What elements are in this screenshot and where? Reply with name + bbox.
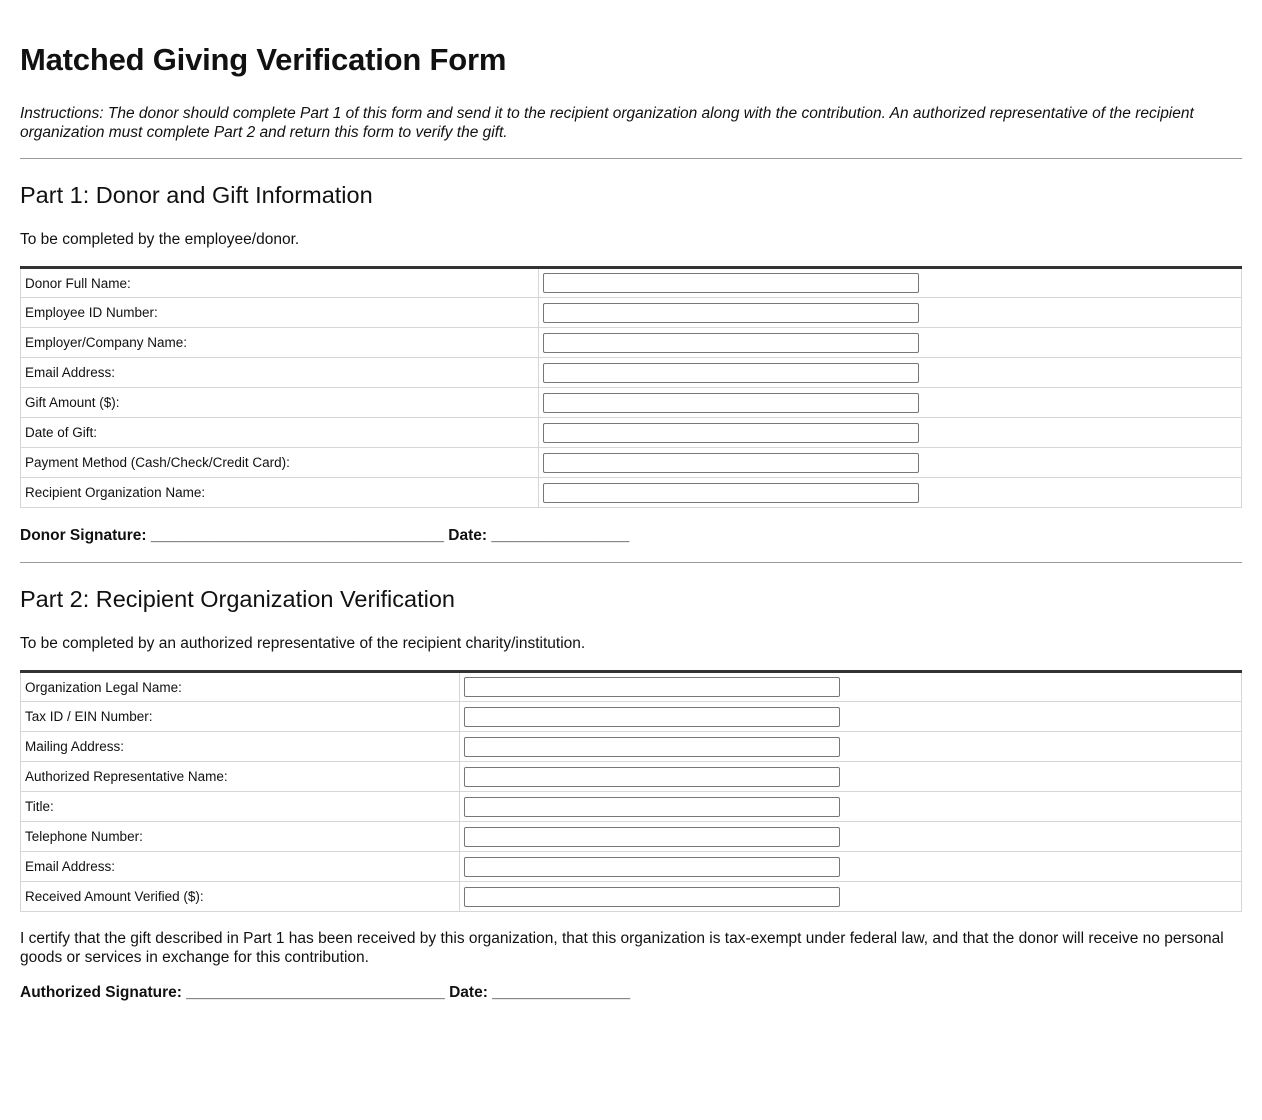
field-cell [539, 328, 1242, 358]
donor-signature-line: Donor Signature: __________________________________ Date: ________________ [20, 527, 630, 544]
table-row [21, 298, 1242, 328]
field-cell [460, 672, 1242, 702]
table-row [21, 478, 1242, 508]
table-row [21, 448, 1242, 478]
field-cell [460, 762, 1242, 792]
field-label: Recipient Organization Name: [21, 478, 539, 508]
table-row [21, 358, 1242, 388]
field-cell [460, 702, 1242, 732]
table-row [21, 388, 1242, 418]
instructions-text: Instructions: The donor should complete Part 1 of this form and send it to the recipient organization along with the contribution. An authorized representative of the recipient organization must complete Part 2 and return this form to verify the gift. [20, 105, 1194, 141]
field-label: Employer/Company Name: [21, 328, 539, 358]
table-row [21, 672, 1242, 702]
mailing-address-input[interactable] [464, 737, 840, 757]
employer-name-input[interactable] [543, 333, 919, 353]
field-label: Title: [21, 792, 460, 822]
received-amount-input[interactable] [464, 887, 840, 907]
field-label: Date of Gift: [21, 418, 539, 448]
field-label: Received Amount Verified ($): [21, 882, 460, 912]
part2-heading: Part 2: Recipient Organization Verification [20, 586, 455, 612]
field-cell [460, 852, 1242, 882]
donor-full-name-input[interactable] [543, 273, 919, 293]
table-row [21, 418, 1242, 448]
tax-id-input[interactable] [464, 707, 840, 727]
payment-method-input[interactable] [543, 453, 919, 473]
org-email-input[interactable] [464, 857, 840, 877]
field-cell [460, 732, 1242, 762]
table-row [21, 792, 1242, 822]
field-cell [460, 822, 1242, 852]
certification-statement: I certify that the gift described in Part 1 has been received by this organization, that this organization is tax-exempt under federal law, and that the donor will receive no personal goods or services in exchange for this contribution. [20, 930, 1224, 966]
field-label: Donor Full Name: [21, 268, 539, 298]
field-cell [539, 388, 1242, 418]
field-cell [460, 882, 1242, 912]
field-label: Mailing Address: [21, 732, 460, 762]
table-row [21, 328, 1242, 358]
section-divider [20, 562, 1242, 563]
field-cell [539, 268, 1242, 298]
field-cell [539, 418, 1242, 448]
table-row [21, 822, 1242, 852]
telephone-input[interactable] [464, 827, 840, 847]
field-label: Employee ID Number: [21, 298, 539, 328]
employee-id-input[interactable] [543, 303, 919, 323]
section-divider [20, 158, 1242, 159]
field-cell [460, 792, 1242, 822]
table-row [21, 882, 1242, 912]
table-row [21, 268, 1242, 298]
donor-email-input[interactable] [543, 363, 919, 383]
field-label: Email Address: [21, 358, 539, 388]
field-label: Email Address: [21, 852, 460, 882]
field-cell [539, 358, 1242, 388]
authorized-signature-line: Authorized Signature: ______________________________ Date: ________________ [20, 984, 631, 1001]
org-legal-name-input[interactable] [464, 677, 840, 697]
part1-description: To be completed by the employee/donor. [20, 231, 300, 248]
authorized-rep-name-input[interactable] [464, 767, 840, 787]
recipient-org-name-input[interactable] [543, 483, 919, 503]
field-cell [539, 298, 1242, 328]
table-row [21, 732, 1242, 762]
part1-form-table [20, 266, 1242, 508]
field-label: Organization Legal Name: [21, 672, 460, 702]
table-row [21, 852, 1242, 882]
part2-description: To be completed by an authorized representative of the recipient charity/institution. [20, 635, 586, 652]
field-label: Telephone Number: [21, 822, 460, 852]
field-label: Payment Method (Cash/Check/Credit Card): [21, 448, 539, 478]
gift-amount-input[interactable] [543, 393, 919, 413]
field-label: Gift Amount ($): [21, 388, 539, 418]
page-title: Matched Giving Verification Form [20, 42, 507, 77]
part1-heading: Part 1: Donor and Gift Information [20, 182, 373, 208]
field-label: Authorized Representative Name: [21, 762, 460, 792]
gift-date-input[interactable] [543, 423, 919, 443]
field-cell [539, 448, 1242, 478]
field-cell [539, 478, 1242, 508]
rep-title-input[interactable] [464, 797, 840, 817]
part2-form-table [20, 670, 1242, 912]
field-label: Tax ID / EIN Number: [21, 702, 460, 732]
table-row [21, 702, 1242, 732]
table-row [21, 762, 1242, 792]
